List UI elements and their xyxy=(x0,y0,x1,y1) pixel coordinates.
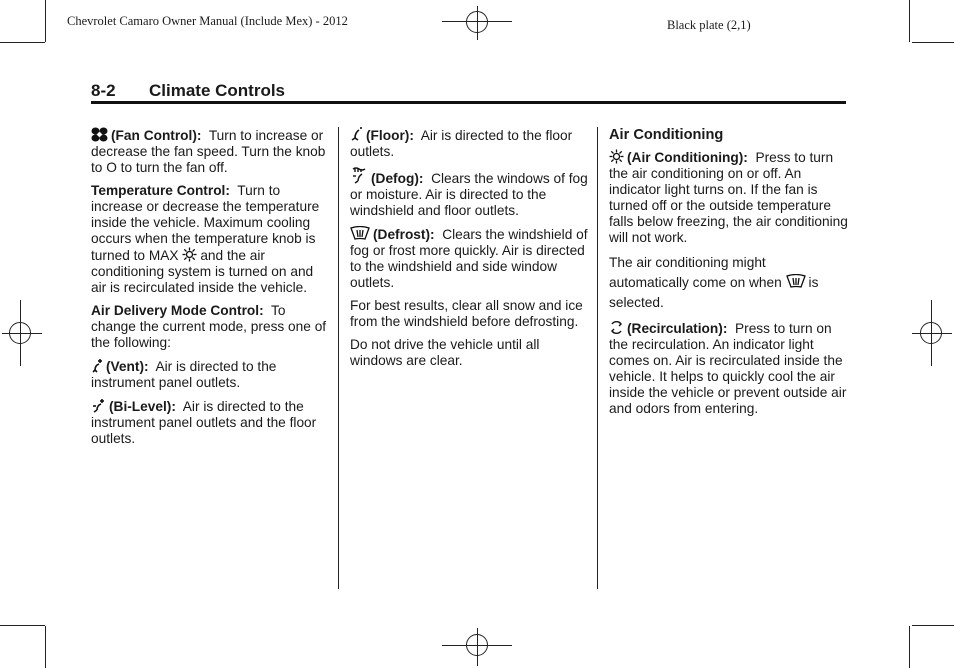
vent-paragraph xyxy=(91,358,329,391)
fan-icon xyxy=(91,127,108,142)
column-divider xyxy=(597,127,598,589)
defog-text: Clears the windows of fog or moisture. Air is directed to the windshield and floor outlets. xyxy=(350,171,588,218)
crop-mark xyxy=(45,626,46,668)
recirculation-paragraph xyxy=(609,320,849,417)
bilevel-paragraph xyxy=(91,398,329,447)
floor-icon xyxy=(350,127,363,142)
vent-icon xyxy=(91,358,103,373)
defog-paragraph xyxy=(350,167,588,219)
air-delivery-label: Air Delivery Mode Control: xyxy=(91,303,264,318)
crop-mark xyxy=(0,42,45,43)
heading-rule xyxy=(91,101,846,104)
temperature-control-paragraph xyxy=(91,183,329,296)
bilevel-icon xyxy=(91,398,106,413)
air-conditioning-heading: Air Conditioning xyxy=(609,127,724,143)
bilevel-text: Air is directed to the instrument panel outlets and the floor outlets. xyxy=(91,399,317,446)
fan-control-paragraph xyxy=(91,127,329,176)
defrost-label: (Defrost): xyxy=(373,227,435,242)
defrost-paragraph xyxy=(350,226,588,291)
fan-control-text: Turn to increase or decrease the fan speed. Turn the knob to O to turn the fan off. xyxy=(91,128,326,175)
vent-label: (Vent): xyxy=(106,359,149,374)
defrost-text: Clears the windshield of fog or frost more quickly. Air is directed to the windshield and side window outlets. xyxy=(350,227,588,290)
temperature-control-label: Temperature Control: xyxy=(91,183,230,198)
floor-label: (Floor): xyxy=(366,128,414,143)
section-heading xyxy=(91,81,285,101)
defrost-icon xyxy=(786,274,806,289)
temperature-control-text-cont: and the air conditioning system is turned on and air is recirculated inside the vehicle. xyxy=(91,248,314,295)
ac-text: Press to turn the air conditioning on or off. An indicator light turns on. If the fan is turned off or the outside temperature falls below freezing, the air conditioning will not work. xyxy=(609,150,848,245)
bilevel-label: (Bi-Level): xyxy=(109,399,176,414)
do-not-drive-paragraph: Do not drive the vehicle until all windows are clear. xyxy=(350,337,540,368)
column-1 xyxy=(91,127,329,454)
defrost-icon xyxy=(350,226,370,241)
temperature-control-text: Turn to increase or decrease the temperature inside the vehicle. Maximum cooling occurs when the temperature knob is turned to MAX xyxy=(91,183,320,263)
floor-text: Air is directed to the floor outlets. xyxy=(350,128,573,159)
column-2 xyxy=(350,127,588,376)
snowflake-icon xyxy=(182,247,197,262)
fan-control-label: (Fan Control): xyxy=(111,128,202,143)
defog-icon xyxy=(350,167,368,185)
column-divider xyxy=(338,127,339,589)
defog-label: (Defog): xyxy=(371,171,424,186)
section-number: 8-2 xyxy=(91,81,116,100)
auto-ac-paragraph xyxy=(609,253,849,313)
recirculation-icon xyxy=(609,320,624,335)
crop-mark xyxy=(45,0,46,42)
air-delivery-paragraph xyxy=(91,303,329,351)
vent-text: Air is directed to the instrument panel outlets. xyxy=(91,359,277,390)
auto-ac-text-cont: is selected. xyxy=(609,275,819,310)
crop-mark xyxy=(912,625,954,626)
recirculation-label: (Recirculation): xyxy=(627,321,728,336)
crop-mark xyxy=(0,625,45,626)
crop-mark xyxy=(912,42,954,43)
manual-title: Chevrolet Camaro Owner Manual (Include Mex) - 2012 xyxy=(67,14,348,28)
auto-ac-text: The air conditioning might automatically come on when xyxy=(609,255,782,290)
ac-paragraph xyxy=(609,149,849,246)
air-delivery-text: To change the current mode, press one of the following: xyxy=(91,303,327,350)
column-3 xyxy=(609,127,849,424)
snowflake-icon xyxy=(609,149,624,164)
best-results-paragraph: For best results, clear all snow and ice from the windshield before defrosting. xyxy=(350,298,583,329)
ac-label: (Air Conditioning): xyxy=(627,150,748,165)
crop-mark xyxy=(909,626,910,668)
plate-label: Black plate (2,1) xyxy=(667,18,751,32)
recirculation-text: Press to turn on the recirculation. An indicator light comes on. Air is recirculated inside the vehicle. It helps to quickly cool the air inside the vehicle or prevent outside air and odors from entering. xyxy=(609,321,847,416)
crop-mark xyxy=(909,0,910,42)
floor-paragraph xyxy=(350,127,588,160)
section-title: Climate Controls xyxy=(149,81,286,100)
